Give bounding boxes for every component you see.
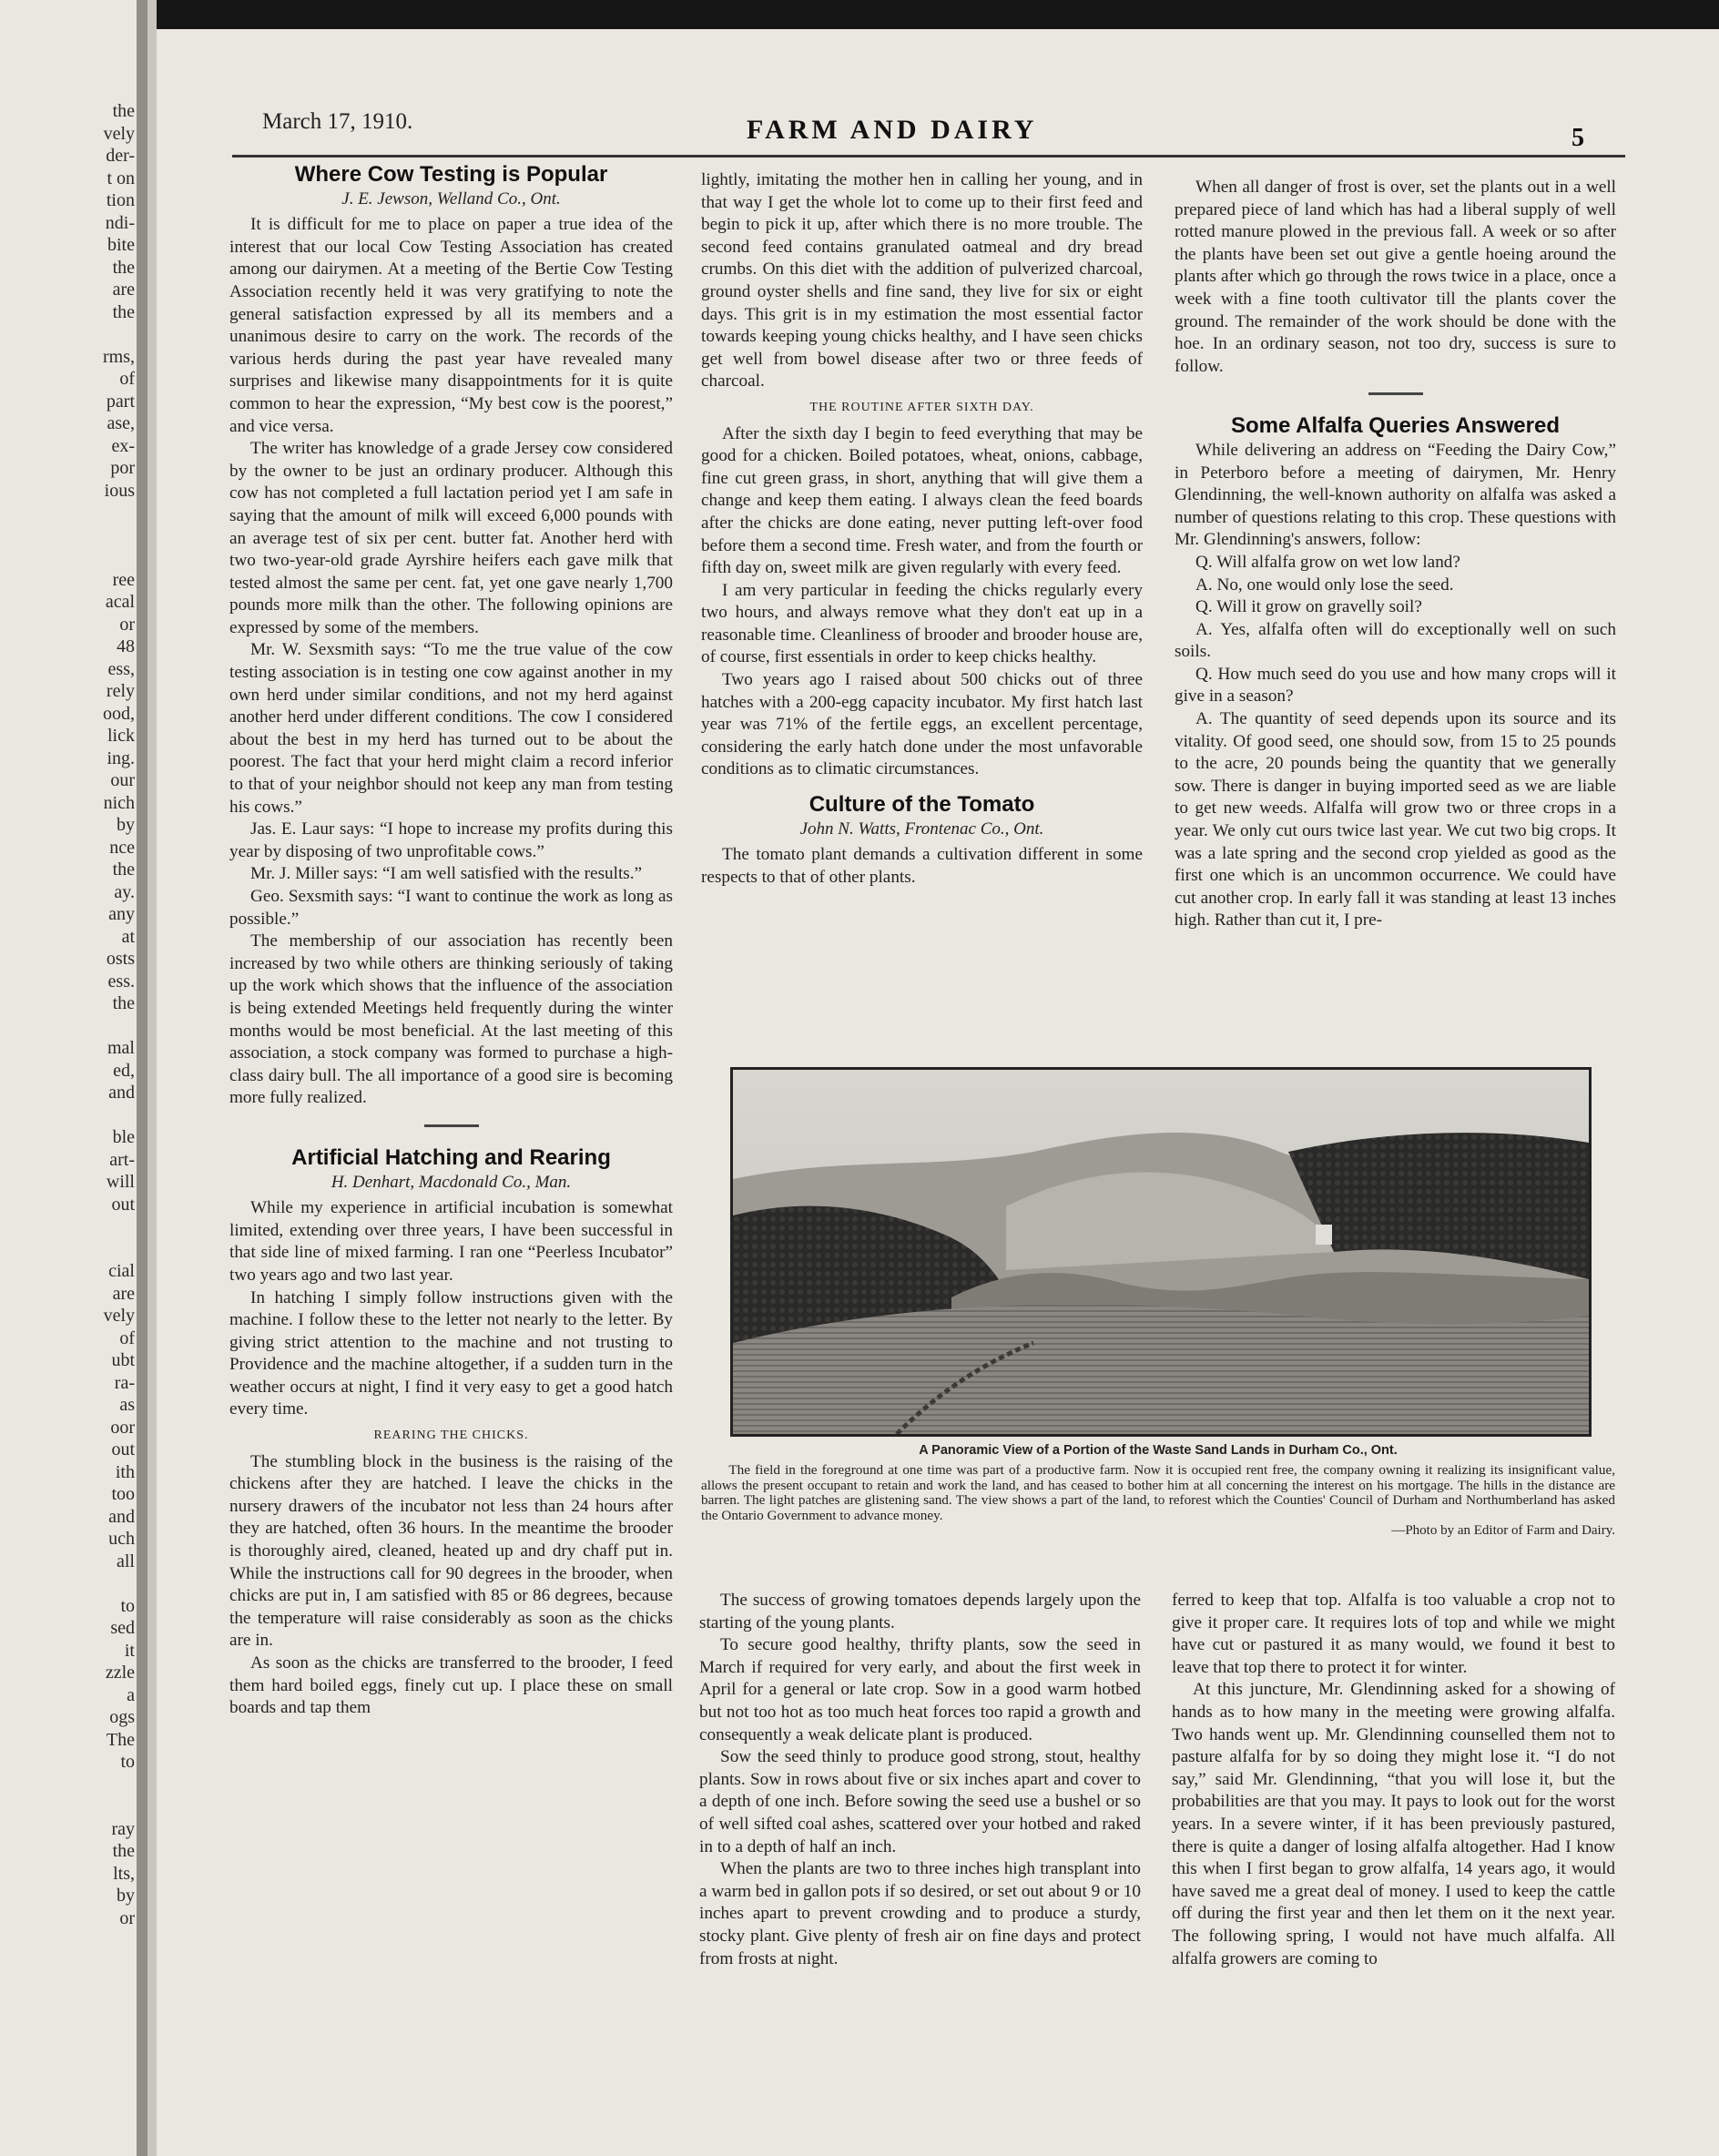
paragraph: When all danger of frost is over, set the plants out in a well prepared piece of land which has had a liberal supply of well rotted manure plowed in the previous fall. A week or so after the plants have been set out give a gentle hoeing around the plants after which go through the rows twice in a place, once a week with a fine tooth cultivator till the plants cover the ground. The remainder of the work should be done with the hoe. In an ordinary season, not too dry, success is sure to follow. — [1175, 178, 1616, 376]
column-3 — [1175, 177, 1616, 932]
article-body-hatching-2 — [229, 1451, 673, 1720]
fragment-line: zzle — [105, 1663, 135, 1683]
paragraph: When the plants are two to three inches high transplant into a warm bed in gallon pots if so desired, or set out about 9 or 10 inches apart to prevent crowding and to produce a sturdy, stocky plant. Give plenty of fresh air on fine days and protect from frosts at night. — [699, 1859, 1141, 1968]
fragment-line: oor — [110, 1417, 135, 1438]
paragraph: Q. Will alfalfa grow on wet low land? — [1195, 552, 1460, 572]
fragment-line — [0, 1238, 135, 1261]
fragment-line: any — [108, 904, 135, 924]
fragment-line: 48 — [117, 636, 135, 656]
article-divider — [424, 1124, 479, 1127]
fragment-line: lts, — [113, 1863, 135, 1884]
landscape-photo — [730, 1067, 1592, 1437]
fragment-line: it — [124, 1640, 135, 1661]
fragment-line: vely — [103, 1306, 135, 1326]
article-title-tomato: Culture of the Tomato — [809, 792, 1035, 818]
photo-caption-text: The field in the foreground at one time was part of a productive farm. Now it is occupied rent free, the company owning it realizing its insignificant value, allows the present occupant to retain and work the land, and has ceased to bother him at all concerning the interest on his mortgage. The hills in the distance are barren. The light patches are glistening sand. The view shows a part of the land, to reforest which the Counties' Council of Durham and Northumberland has asked the Ontario Government to advance money. — [701, 1462, 1615, 1523]
paragraph: Mr. J. Miller says: “I am well satisfied with the results.” — [250, 864, 643, 884]
article-body-tomato-2 — [699, 1590, 1141, 1970]
article-title-alfalfa: Some Alfalfa Queries Answered — [1230, 413, 1560, 439]
fragment-line: ndi- — [105, 212, 135, 233]
byline-tomato: John N. Watts, Frontenac Co., Ont. — [799, 819, 1044, 839]
fragment-line: the — [112, 993, 135, 1013]
article-title-cow-testing: Where Cow Testing is Popular — [294, 162, 608, 187]
paragraph: While delivering an address on “Feeding the Dairy Cow,” in Peterboro before a meeting of dairymen, Mr. Henry Glendinning, the well-known authority on alfalfa was asked a number of questions relating to this crop. These questions with Mr. Glendinning's answers, follow: — [1175, 440, 1616, 550]
fragment-line: t on — [107, 168, 135, 188]
fragment-line: out — [111, 1439, 135, 1459]
fragment-line — [0, 1215, 135, 1238]
binding-shadow — [147, 0, 157, 2156]
subhead-routine: THE ROUTINE AFTER SIXTH DAY. — [809, 400, 1034, 414]
scan-top-border — [137, 0, 1719, 29]
fragment-line: out — [111, 1194, 135, 1215]
paragraph: At this juncture, Mr. Glendinning asked for a showing of hands as to how many in the meeting were growing alfalfa. Two hands went up. Mr. Glendinning counselled them not to pasture alfalfa for by so doing they might lose it. “I do not say,” said Mr. Glendinning, “that you will lose it, but the probabilities are that you may. It pays to look out for the worst years. In a severe winter, if it has been previously pastured, there is quite a danger of losing alfalfa altogether. Had I know this when I first began to grow alfalfa, 14 years ago, it would have saved me a great deal of money. I used to keep the cattle off during the first year and then let them on it the next year. The following spring, I would not have much alfalfa. All alfalfa growers are coming to — [1172, 1680, 1615, 1968]
fragment-line: vely — [103, 123, 135, 144]
fragment-line: are — [112, 280, 135, 300]
paragraph: Sow the seed thinly to produce good strong, stout, healthy plants. Sow in rows about five or six inches apart and cover to a depth of one inch. Before sowing the seed use a bushel or so of well sifted coal ashes, scattered over your hotbed and raked in to a depth of half an inch. — [699, 1747, 1141, 1856]
fragment-line — [0, 546, 135, 569]
fragment-line: the — [112, 257, 135, 278]
fragment-line: rely — [106, 681, 135, 701]
fragment-line: tion — [106, 190, 135, 210]
fragment-line: all — [117, 1551, 135, 1571]
paragraph: Geo. Sexsmith says: “I want to continue the work as long as possible.” — [229, 887, 673, 929]
column-3-lower — [1172, 1590, 1615, 1970]
paragraph: It is difficult for me to place on paper a true idea of the interest that our local Cow Testing Association has created among our dairymen. At a meeting of the Bertie Cow Testing Association recently held it was very gratifying to note the general satisfaction expressed by all its members and a unanimous desire to carry on the work. The records of the various herds during the past year have revealed many surprises and likewise many disappointments for it is quite common to hear the expression, “My best cow is the poorest,” and vice versa. — [229, 215, 673, 436]
header-rule — [232, 155, 1625, 158]
issue-date: March 17, 1910. — [262, 109, 413, 134]
paragraph: In hatching I simply follow instructions given with the machine. I follow these to the letter not nearly to the letter. By giving strict attention to the machine and not trusting to Providence and the machine altogether, if a sudden turn in the weather occurs at night, I find it very easy to get a good hatch every time. — [229, 1287, 673, 1419]
paragraph: The writer has knowledge of a grade Jersey cow considered by the owner to be just an ordinary producer. Although this cow has not completed a full lactation period yet I am safe in saying that the amount of milk will exceed 6,000 pounds with an average test of six per cent. butter fat. Another herd with two two-year-old grade Ayrshire heifers each gave milk that tested almost the same per cent. fat, yet one gave nearly 1,700 pounds more milk than the other. The following opinions are expressed by some of the members. — [229, 439, 673, 637]
fragment-line: at — [121, 926, 135, 947]
fragment-line: by — [117, 1886, 135, 1906]
paragraph: The tomato plant demands a cultivation different in some respects to that of other plants. — [701, 845, 1143, 887]
article-divider — [1368, 392, 1423, 395]
paragraph: A. The quantity of seed depends upon its source and its vitality. Of good seed, one should sow, from 15 to 25 pounds to the acre, 20 pounds being the quantity that we generally sow. There is danger in buying imported seed as we are liable to get new weeds. Alfalfa will grow two or three crops in a year. We only cut ours twice last year. We cut two big crops. It was a late spring and the second crop yielded as good as the first one which is an uncommon occurrence. We could have cut another crop. In early fall it was standing at least 13 inches high. Rather than cut it, I pre- — [1175, 709, 1616, 931]
fragment-line: art- — [109, 1149, 135, 1170]
fragment-line: to — [120, 1752, 135, 1772]
page-number: 5 — [1572, 124, 1584, 152]
paragraph: After the sixth day I begin to feed everything that may be good for a chicken. Boiled potatoes, wheat, onions, cabbage, fine cut green grass, in short, anything that will give them a change and keep them eating. I always clean the feed boards after the chicks are done eating, never putting left-over food before them a second time. Fresh water, and from the fourth or fifth day on, sweet milk are given regularly with every feed. — [701, 423, 1143, 578]
paragraph: A. No, one would only lose the seed. — [1195, 575, 1454, 595]
fragment-line: the — [112, 1841, 135, 1861]
fragment-line: to — [120, 1595, 135, 1616]
subhead-rearing: REARING THE CHICKS. — [373, 1429, 529, 1443]
paragraph: The membership of our association has recently been increased by two while others are thinking seriously of taking up the work which shows that the influence of the association is being extended Meetings held frequently during the winter months would be most beneficial. At the last meeting of this association, a stock company was formed to purchase a high-class dairy bull. The all importance of a good sire is becoming more fully realized. — [229, 931, 673, 1108]
fragment-line: the — [112, 859, 135, 880]
paragraph: Jas. E. Laur says: “I hope to increase my profits during this year by disposing of two unprofitable cows.” — [229, 819, 673, 861]
fragment-line: of — [119, 1327, 135, 1348]
fragment-line: ree — [112, 569, 135, 590]
photo-image — [733, 1070, 1589, 1434]
fragment-line: ble — [112, 1127, 135, 1147]
fragment-line: a — [127, 1684, 135, 1705]
paragraph: A. Yes, alfalfa often will do exceptionally well on such soils. — [1175, 619, 1616, 662]
fragment-line: ay. — [114, 881, 135, 902]
binding-gutter — [137, 0, 147, 2156]
paragraph: The stumbling block in the business is the raising of the chickens after they are hatched. I leave the chicks in the nursery drawers of the incubator not less than 24 hours after they are hatched, often 36 hours. In the meantime the brooder is thoroughly aired, cleaned, heated up and dry chaff put in. While the instructions call for 90 degrees in the brooder, when chicks are put in, I am satisfied with 85 or 86 degrees, because the temperature will raise considerably as soon as the chicks are in. — [229, 1451, 673, 1651]
paragraph: The success of growing tomatoes depends largely upon the starting of the young plants. — [699, 1591, 1141, 1632]
fragment-line: ogs — [109, 1707, 135, 1727]
fragment-line: as — [119, 1395, 135, 1415]
paragraph: Two years ago I raised about 500 chicks out of three hatches with a 200-egg capacity incubator. My first hatch last year was 71% of the fertile eggs, an excellent percentage, considering the early hatch done under the most unfavorable conditions as to climatic circumstances. — [701, 670, 1143, 779]
fragment-line: uch — [108, 1529, 135, 1549]
fragment-line: ess. — [107, 971, 135, 992]
fragment-line: ood, — [103, 703, 135, 724]
fragment-line: acal — [105, 592, 135, 612]
fragment-line: ess, — [107, 658, 135, 679]
fragment-line: ubt — [111, 1350, 135, 1370]
fragment-line: mal — [107, 1038, 135, 1058]
fragment-line: the — [112, 101, 135, 121]
fragment-line: will — [106, 1172, 135, 1192]
fragment-line: por — [110, 458, 135, 478]
article-body-tomato — [701, 844, 1143, 889]
article-body-alfalfa-2 — [1172, 1590, 1615, 1970]
photo-caption — [701, 1443, 1615, 1539]
fragment-line: part — [106, 391, 135, 412]
fragment-line: of — [119, 369, 135, 389]
fragment-line: ed, — [113, 1060, 135, 1081]
paragraph: I am very particular in feeding the chicks regularly every two hours, and always remove what they don't eat up in a reasonable time. Cleanliness of brooder and brooder house are, of course, first essentials in order to keep chicks healthy. — [701, 580, 1143, 667]
fragment-line — [0, 1795, 135, 1818]
fragment-line — [0, 1572, 135, 1595]
fragment-line: ex- — [111, 435, 135, 456]
fragment-line: by — [117, 815, 135, 835]
fragment-line: bite — [107, 235, 135, 255]
fragment-line: ious — [104, 480, 135, 501]
fragment-line: der- — [106, 146, 135, 166]
adjacent-page-fragment — [0, 100, 135, 2103]
fragment-line: The — [106, 1729, 135, 1750]
paragraph: Mr. W. Sexsmith says: “To me the true value of the cow testing association is in testing one cow against another in my own herd under similar conditions, and not my herd against another herd under different conditions. The cow I considered about the best in my herd has turned out to be about the poorest. The fact that your herd might claim a record inferior to that of your neighbor should not keep any man from testing his cows.” — [229, 640, 673, 817]
paragraph: To secure good healthy, thrifty plants, sow the seed in March if required for very early, and about the first week in April for a general or late crop. Sow in a good warm hotbed but not too hot as too much heat forces too rapid a growth and consequently a weak delicate plant is produced. — [699, 1635, 1141, 1744]
fragment-line: sed — [110, 1618, 135, 1638]
fragment-line — [0, 1774, 135, 1796]
article-body-hatching — [229, 1197, 673, 1421]
masthead-title: FARM AND DAIRY — [747, 115, 1038, 145]
article-body-alfalfa — [1175, 440, 1616, 932]
column-2 — [701, 169, 1143, 889]
fragment-line — [0, 502, 135, 524]
article-title-hatching: Artificial Hatching and Rearing — [291, 1144, 611, 1170]
fragment-line: ith — [115, 1461, 135, 1482]
paragraph: lightly, imitating the mother hen in calling her young, and in that way I get the whole lot to come up to their first feed and begin to pick it up, after which there is no more trouble. The second feed contains granulated oatmeal and dry bread crumbs. On this diet with the addition of pulverized charcoal, ground oyster shells and fine sand, they live for six or eight days. This grit is in my estimation the most essential factor towards keeping young chicks healthy, and I have seen chicks get well from bowel disease after two or three feeds of charcoal. — [701, 170, 1143, 392]
fragment-line: ase, — [107, 413, 135, 433]
fragment-line: and — [108, 1083, 135, 1103]
fragment-line: nce — [109, 837, 135, 858]
fragment-line: or — [119, 1907, 135, 1928]
fragment-line — [0, 524, 135, 547]
photo-caption-title: A Panoramic View of a Portion of the Waste Sand Lands in Durham Co., Ont. — [919, 1443, 1398, 1458]
article-body-tomato-continued — [1175, 177, 1616, 378]
fragment-line: cial — [108, 1261, 135, 1281]
fragment-line — [0, 1015, 135, 1038]
fragment-line: are — [112, 1283, 135, 1304]
fragment-line: our — [110, 770, 135, 790]
paragraph: ferred to keep that top. Alfalfa is too valuable a crop not to give it proper care. It requires lots of top and while we might have cut or pastured it as many would, we found it best to leave that top there to protect it for winter. — [1172, 1591, 1615, 1677]
paragraph: Q. How much seed do you use and how many crops will it give in a season? — [1175, 664, 1616, 707]
fragment-line — [0, 323, 135, 346]
column-2-lower — [699, 1590, 1141, 1970]
column-1 — [229, 164, 673, 1720]
fragment-line: rms, — [103, 346, 135, 367]
fragment-line: too — [111, 1484, 135, 1504]
byline-hatching: H. Denhart, Macdonald Co., Man. — [331, 1172, 572, 1192]
fragment-line — [0, 1104, 135, 1127]
paragraph: While my experience in artificial incubation is somewhat limited, extending over three years, I have been successful in that side line of mixed farming. I ran one “Peerless Incubator” two years ago and two last year. — [229, 1198, 673, 1285]
fragment-line: ray — [111, 1818, 135, 1839]
fragment-line: and — [108, 1506, 135, 1527]
fragment-line: ra- — [114, 1372, 135, 1393]
paragraph: Q. Will it grow on gravelly soil? — [1195, 597, 1422, 617]
photo-credit: —Photo by an Editor of Farm and Dairy. — [1391, 1523, 1615, 1538]
fragment-line: nich — [103, 792, 135, 813]
fragment-line: ing. — [107, 747, 135, 768]
article-body-hatching-continued — [701, 169, 1143, 393]
article-body-routine — [701, 423, 1143, 782]
paragraph: As soon as the chicks are transferred to the brooder, I feed them hard boiled eggs, finely cut up. I place these on small boards and tap them — [229, 1653, 673, 1718]
fragment-line: or — [119, 614, 135, 635]
byline-cow-testing: J. E. Jewson, Welland Co., Ont. — [341, 188, 561, 208]
fragment-line: lick — [107, 726, 135, 746]
article-body-cow-testing — [229, 214, 673, 1110]
fragment-line: the — [112, 301, 135, 322]
fragment-line: osts — [106, 949, 135, 969]
